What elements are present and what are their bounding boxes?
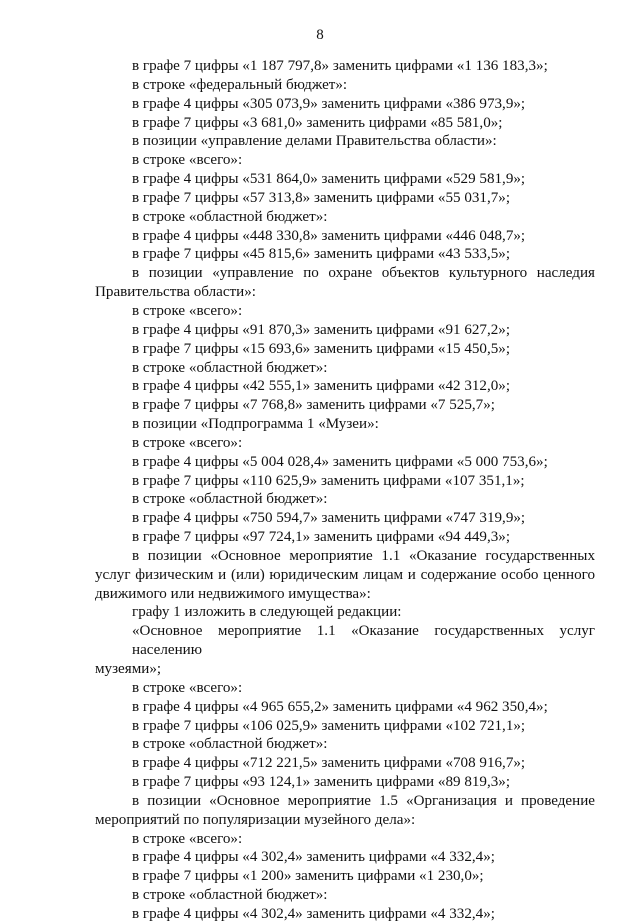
document-body: [95, 57, 595, 924]
text-line: в графе 4 цифры «4 302,4» заменить цифрами «4 332,4»;: [132, 849, 495, 866]
text-line: в графе 7 цифры «110 625,9» заменить цифрами «107 351,1»;: [132, 472, 525, 489]
page-number: 8: [316, 27, 324, 43]
text-line: в позиции «управление делами Правительства области»:: [132, 133, 497, 150]
text-line: в графе 7 цифры «1 187 797,8» заменить цифрами «1 136 183,3»;: [132, 58, 548, 74]
text-line: в строке «областной бюджет»:: [132, 491, 328, 508]
text-line: в графе 7 цифры «93 124,1» заменить цифрами «89 819,3»;: [132, 774, 511, 791]
text-line: в строке «областной бюджет»:: [132, 208, 328, 225]
text-line: в строке «всего»:: [132, 152, 243, 169]
text-line: в графе 7 цифры «15 693,6» заменить цифрами «15 450,5»;: [132, 340, 511, 357]
text-line: в строке «областной бюджет»:: [132, 887, 328, 904]
text-line: в графе 7 цифры «1 200» заменить цифрами «1 230,0»;: [132, 868, 484, 885]
text-line: в графе 4 цифры «750 594,7» заменить цифрами «747 319,9»;: [132, 510, 526, 527]
text-line: графу 1 изложить в следующей редакции:: [132, 604, 402, 621]
text-line: в графе 4 цифры «4 302,4» заменить цифрами «4 332,4»;: [132, 905, 495, 922]
text-line: в строке «всего»:: [132, 679, 243, 696]
text-line: в графе 4 цифры «712 221,5» заменить цифрами «708 916,7»;: [132, 755, 526, 772]
text-line: в строке «всего»:: [132, 830, 243, 847]
text-line: в графе 7 цифры «45 815,6» заменить цифрами «43 533,5»;: [132, 246, 511, 263]
text-line: в строке «областной бюджет»:: [132, 359, 328, 376]
text-line: в графе 4 цифры «448 330,8» заменить цифрами «446 048,7»;: [132, 227, 526, 244]
text-line: мероприятий по популяризации музейного дела»:: [95, 811, 416, 828]
text-line: в строке «всего»:: [132, 302, 243, 319]
text-line: в графе 4 цифры «4 965 655,2» заменить цифрами «4 962 350,4»;: [132, 698, 548, 715]
text-line: в графе 4 цифры «5 004 028,4» заменить цифрами «5 000 753,6»;: [132, 453, 548, 470]
text-line: музеями»;: [95, 661, 162, 677]
text-line: в графе 7 цифры «57 313,8» заменить цифрами «55 031,7»;: [132, 189, 511, 206]
text-line: в позиции «управление по охране объектов культурного наследия: [132, 265, 595, 282]
text-line: в позиции «Подпрограмма 1 «Музеи»:: [132, 416, 379, 433]
text-line: услуг физическим и (или) юридическим лицам и содержание особо ценного: [95, 566, 595, 583]
text-line: в строке «всего»:: [132, 434, 243, 451]
text-line: в графе 4 цифры «305 073,9» заменить цифрами «386 973,9»;: [132, 95, 526, 112]
text-line: в графе 4 цифры «42 555,1» заменить цифрами «42 312,0»;: [132, 378, 511, 395]
text-line: в графе 7 цифры «3 681,0» заменить цифрами «85 581,0»;: [132, 114, 503, 131]
text-line: в графе 7 цифры «7 768,8» заменить цифрами «7 525,7»;: [132, 397, 495, 414]
text-line: в позиции «Основное мероприятие 1.5 «Организация и проведение: [132, 792, 595, 809]
text-line: в графе 4 цифры «531 864,0» заменить цифрами «529 581,9»;: [132, 171, 526, 188]
text-line: Правительства области»:: [95, 284, 256, 301]
text-line: «Основное мероприятие 1.1 «Оказание государственных услуг населению: [132, 623, 595, 659]
text-line: в графе 7 цифры «106 025,9» заменить цифрами «102 721,1»;: [132, 717, 526, 734]
text-line: в графе 7 цифры «97 724,1» заменить цифрами «94 449,3»;: [132, 529, 511, 546]
text-line: в строке «областной бюджет»:: [132, 736, 328, 753]
text-line: в строке «федеральный бюджет»:: [132, 76, 348, 93]
text-line: движимого или недвижимого имущества»:: [95, 585, 371, 602]
text-line: в графе 4 цифры «91 870,3» заменить цифрами «91 627,2»;: [132, 321, 511, 338]
text-line: в позиции «Основное мероприятие 1.1 «Оказание государственных: [132, 547, 595, 564]
